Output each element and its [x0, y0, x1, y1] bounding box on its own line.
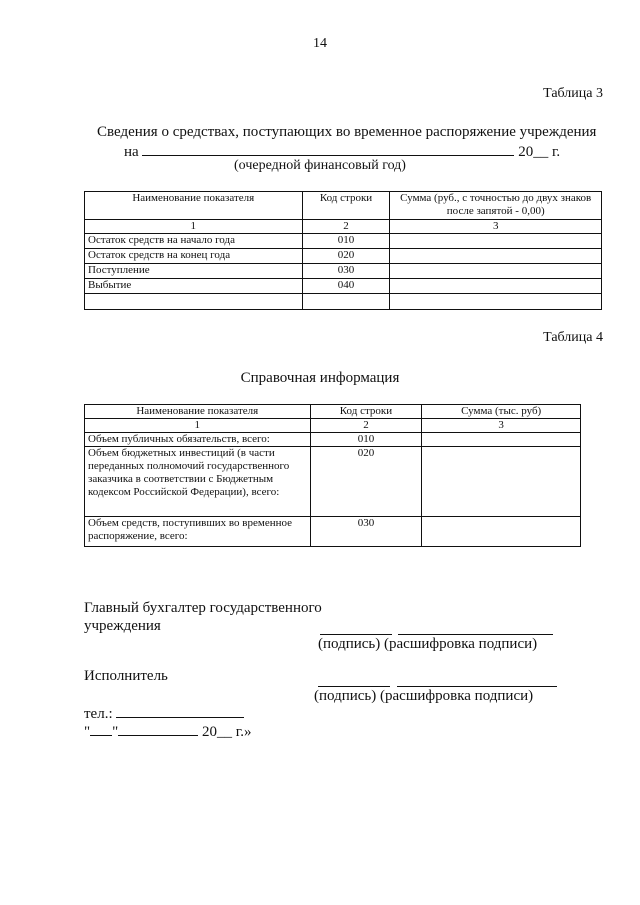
month-blank-line [118, 722, 198, 736]
signature-decoding-line [398, 620, 553, 635]
row-name: Поступление [85, 264, 303, 279]
row-sum [422, 433, 581, 447]
row-name: Остаток средств на конец года [85, 249, 303, 264]
table4-header-row [85, 405, 581, 419]
chief-accountant-label-line2: учреждения [84, 618, 161, 634]
table3-title-prefix: на [124, 144, 139, 160]
table3-col-number: 2 [302, 220, 390, 234]
row-sum [390, 249, 602, 264]
date-line [84, 722, 251, 741]
date-mid-quote: " [112, 724, 119, 740]
table-row [85, 264, 602, 279]
row-name: Объем публичных обязательств, всего: [85, 433, 311, 447]
page-number: 14 [313, 36, 327, 51]
table4-col-number: 2 [310, 419, 422, 433]
table-row [85, 279, 602, 294]
table-row [85, 433, 581, 447]
table4-title: Справочная информация [240, 370, 400, 386]
table4-header-name: Наименование показателя [85, 405, 311, 419]
table3-header-sum: Сумма (руб., с точностью до двух знаков после запятой - 0,00) [390, 192, 602, 220]
row-code [302, 294, 390, 310]
table4-col-number: 1 [85, 419, 311, 433]
table-row [85, 447, 581, 517]
row-name: Остаток средств на начало года [85, 234, 303, 249]
row-code: 030 [310, 517, 422, 547]
period-blank-line [142, 142, 514, 156]
row-code: 020 [310, 447, 422, 517]
signature-line [320, 620, 392, 635]
table4-label: Таблица 4 [543, 330, 603, 345]
row-code: 030 [302, 264, 390, 279]
date-year: 20__ г.» [202, 724, 252, 740]
table3-number-row [85, 220, 602, 234]
table3-subtitle: (очередной финансовый год) [234, 158, 406, 173]
row-code: 020 [302, 249, 390, 264]
table3-header-name: Наименование показателя [85, 192, 303, 220]
row-name: Объем бюджетных инвестиций (в части переданных полномочий государственного заказчика в соответствии с Бюджетным кодексом Российской Федерации), всего: [85, 447, 311, 517]
table3-header-code: Код строки [302, 192, 390, 220]
row-sum [390, 234, 602, 249]
signature-decoding-line [397, 672, 557, 687]
row-name: Объем средств, поступивших во временное распоряжение, всего: [85, 517, 311, 547]
row-code: 040 [302, 279, 390, 294]
table3 [84, 191, 602, 310]
table3-header-row [85, 192, 602, 220]
chief-accountant-label: Главный бухгалтер государственного [84, 600, 322, 616]
date-open-quote: " [84, 724, 91, 740]
table4-header-code: Код строки [310, 405, 422, 419]
row-sum [390, 264, 602, 279]
table-row [85, 294, 602, 310]
row-name [85, 294, 303, 310]
table4-col-number: 3 [422, 419, 581, 433]
table4-number-row [85, 419, 581, 433]
signature-line [318, 672, 390, 687]
phone-blank-line [116, 704, 244, 718]
signature-caption: (подпись) (расшифровка подписи) [314, 688, 534, 704]
table-row [85, 517, 581, 547]
table-row [85, 234, 602, 249]
row-name: Выбытие [85, 279, 303, 294]
table-row [85, 249, 602, 264]
phone-label: тел.: [84, 706, 113, 722]
table3-col-number: 3 [390, 220, 602, 234]
table4-header-sum: Сумма (тыс. руб) [422, 405, 581, 419]
row-sum [422, 517, 581, 547]
table3-col-number: 1 [85, 220, 303, 234]
table3-title-year: 20__ г. [518, 144, 561, 160]
row-code: 010 [310, 433, 422, 447]
row-sum [390, 294, 602, 310]
row-code: 010 [302, 234, 390, 249]
day-blank-line [90, 722, 112, 736]
signature-caption: (подпись) (расшифровка подписи) [318, 636, 538, 652]
executor-label: Исполнитель [84, 668, 168, 684]
row-sum [422, 447, 581, 517]
phone-line [84, 704, 244, 723]
table4 [84, 404, 581, 547]
row-sum [390, 279, 602, 294]
table3-label: Таблица 3 [543, 86, 603, 101]
table3-title: Сведения о средствах, поступающих во временное распоряжение учреждения [97, 124, 597, 140]
